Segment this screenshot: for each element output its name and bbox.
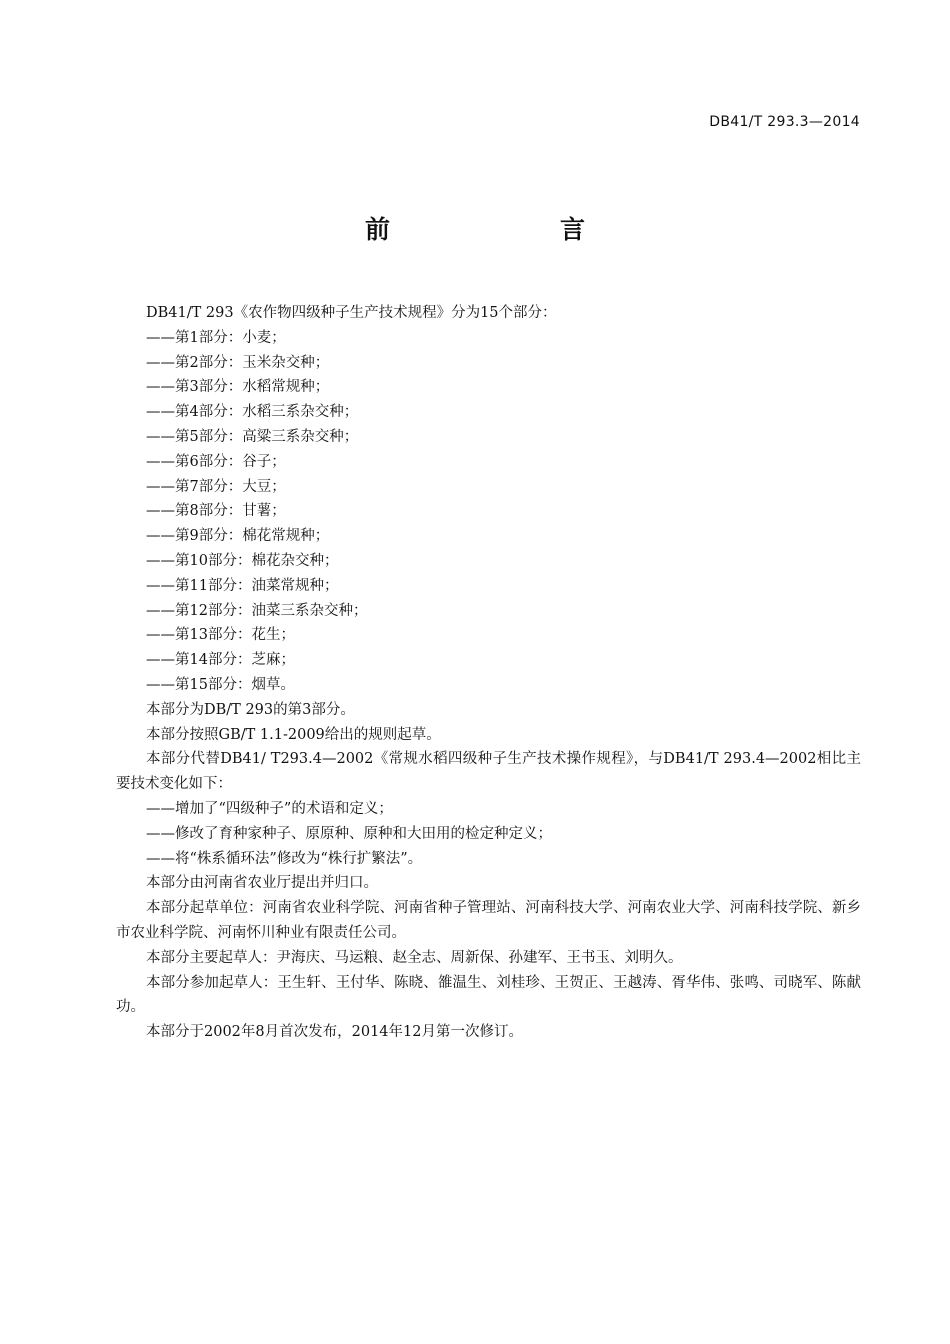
list-item: ——第11部分：油菜常规种；: [146, 577, 339, 594]
paragraph-participating-drafters: 本部分参加起草人：王生轩、王付华、陈晓、雒温生、刘桂珍、王贺正、王越涛、胥华伟、张鸣、司晓军、陈献功。: [116, 974, 861, 1016]
list-item: ——第15部分：烟草。: [146, 676, 295, 693]
document-body: [116, 301, 861, 1045]
paragraph-drafting-units: 本部分起草单位：河南省农业科学院、河南省种子管理站、河南科技大学、河南农业大学、河南科技学院、新乡市农业科学院、河南怀川种业有限责任公司。: [116, 900, 861, 941]
paragraph-main-drafters: 本部分主要起草人：尹海庆、马运粮、赵全志、周新保、孙建军、王书玉、刘明久。: [146, 949, 683, 966]
list-item: ——第13部分：花生；: [146, 627, 295, 644]
paragraph-part-note: 本部分为DB/T 293的第3部分。: [146, 701, 355, 718]
list-item: ——将“株系循环法”修改为“株行扩繁法”。: [146, 850, 423, 867]
paragraph-replacement: 本部分代替DB41/ T293.4—2002《常规水稻四级种子生产技术操作规程》，与DB41/T 293.4—2002相比主要技术变化如下：: [116, 751, 861, 793]
list-item: ——第12部分：油菜三系杂交种；: [146, 602, 368, 619]
list-item: ——第6部分：谷子；: [146, 453, 286, 470]
paragraph-proposer: 本部分由河南省农业厅提出并归口。: [146, 875, 378, 892]
paragraph-drafting-rule: 本部分按照GB/T 1.1-2009给出的规则起草。: [146, 726, 441, 743]
list-item: ——第8部分：甘薯；: [146, 503, 286, 520]
paragraph-publication-history: 本部分于2002年8月首次发布，2014年12月第一次修订。: [146, 1024, 523, 1041]
page-title: 前 言: [364, 215, 625, 244]
list-item: ——第2部分：玉米杂交种；: [146, 354, 330, 371]
list-item: ——第4部分：水稻三系杂交种；: [146, 404, 359, 421]
list-item: ——修改了育种家种子、原原种、原种和大田用的检定种定义；: [146, 825, 552, 842]
list-item: ——增加了“四级种子”的术语和定义；: [146, 800, 393, 817]
paragraph-intro: DB41/T 293《农作物四级种子生产技术规程》分为15个部分：: [146, 305, 557, 321]
document-code: DB41/T 293.3—2014: [709, 114, 860, 130]
list-item: ——第3部分：水稻常规种；: [146, 379, 330, 396]
list-item: ——第10部分：棉花杂交种；: [146, 552, 339, 569]
list-item: ——第14部分：芝麻；: [146, 652, 295, 669]
list-item: ——第9部分：棉花常规种；: [146, 528, 330, 545]
list-item: ——第5部分：高粱三系杂交种；: [146, 428, 359, 445]
list-item: ——第7部分：大豆；: [146, 478, 286, 495]
list-item: ——第1部分：小麦；: [146, 329, 286, 346]
